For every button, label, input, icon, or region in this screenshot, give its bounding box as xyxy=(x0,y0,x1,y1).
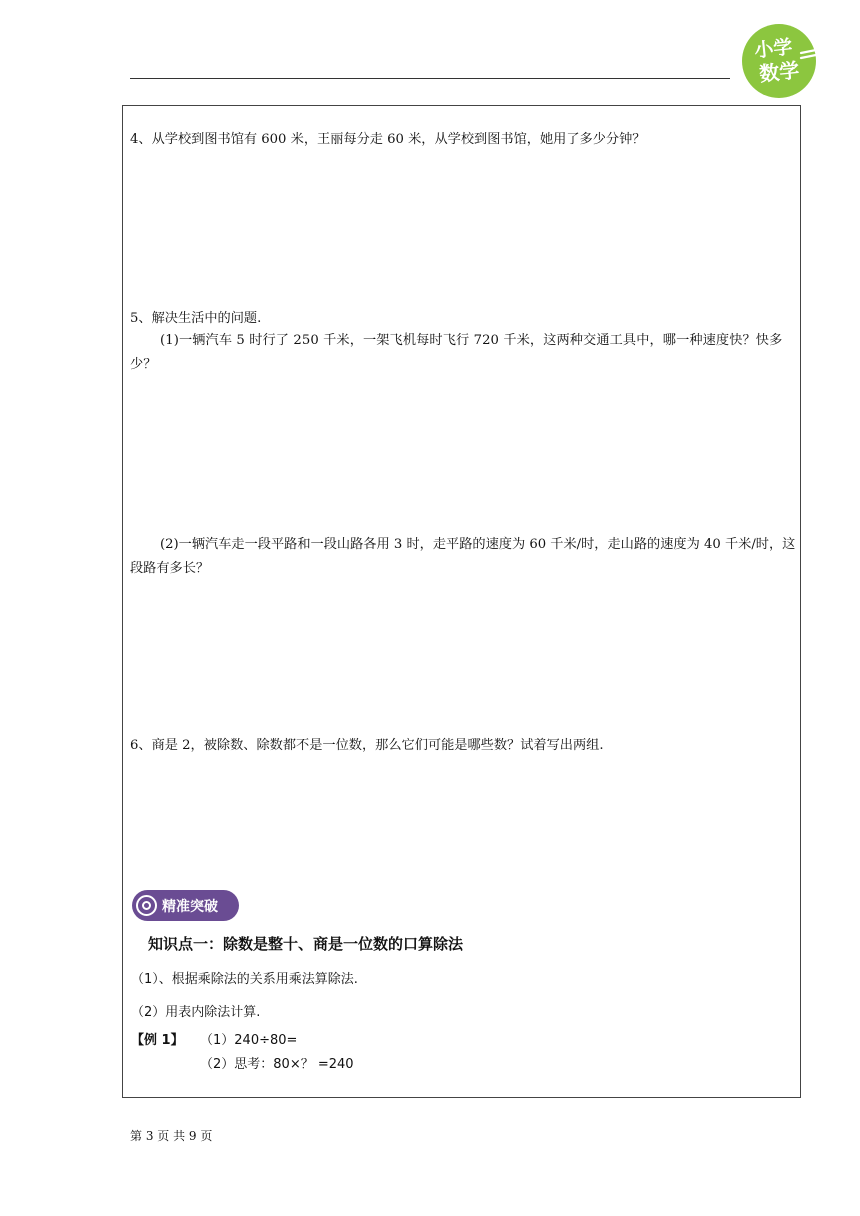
question-5-part-1: (1)一辆汽车 5 时行了 250 千米，一架飞机每时飞行 720 千米，这两种交通工具中，哪一种速度快？快多少？ xyxy=(130,333,783,372)
knowledge-point-1: （1）、根据乘除法的关系用乘法算除法. xyxy=(131,972,358,987)
logo-line1: 小学 xyxy=(753,36,794,62)
header-rule xyxy=(130,78,730,79)
logo-line2: 数学 xyxy=(758,58,801,87)
knowledge-point-title: 知识点一：除数是整十、商是一位数的口算除法 xyxy=(148,935,464,953)
question-5-part-2: (2)一辆汽车走一段平路和一段山路各用 3 时，走平路的速度为 60 千米/时，走山路的速度为 40 千米/时，这段路有多长？ xyxy=(130,537,796,576)
question-6: 6、商是 2，被除数、除数都不是一位数，那么它们可能是哪些数？试着写出两组. xyxy=(130,738,604,753)
page-footer: 第 3 页 共 9 页 xyxy=(130,1129,213,1143)
math-logo xyxy=(741,21,821,101)
question-4: 4、从学校到图书馆有 600 米，王丽每分走 60 米，从学校到图书馆，她用了多少分钟？ xyxy=(130,132,646,147)
knowledge-point-2: （2）用表内除法计算. xyxy=(131,1005,261,1020)
example-line-2: （2）思考：80×？ =240 xyxy=(200,1057,354,1072)
section-badge-label: 精准突破 xyxy=(162,898,218,915)
section-badge xyxy=(132,890,239,921)
example-label: 【例 1】 xyxy=(131,1033,184,1048)
target-icon xyxy=(136,895,157,916)
question-5-title: 5、解决生活中的问题. xyxy=(130,311,262,326)
example-line-1: （1）240÷80= xyxy=(200,1033,298,1048)
